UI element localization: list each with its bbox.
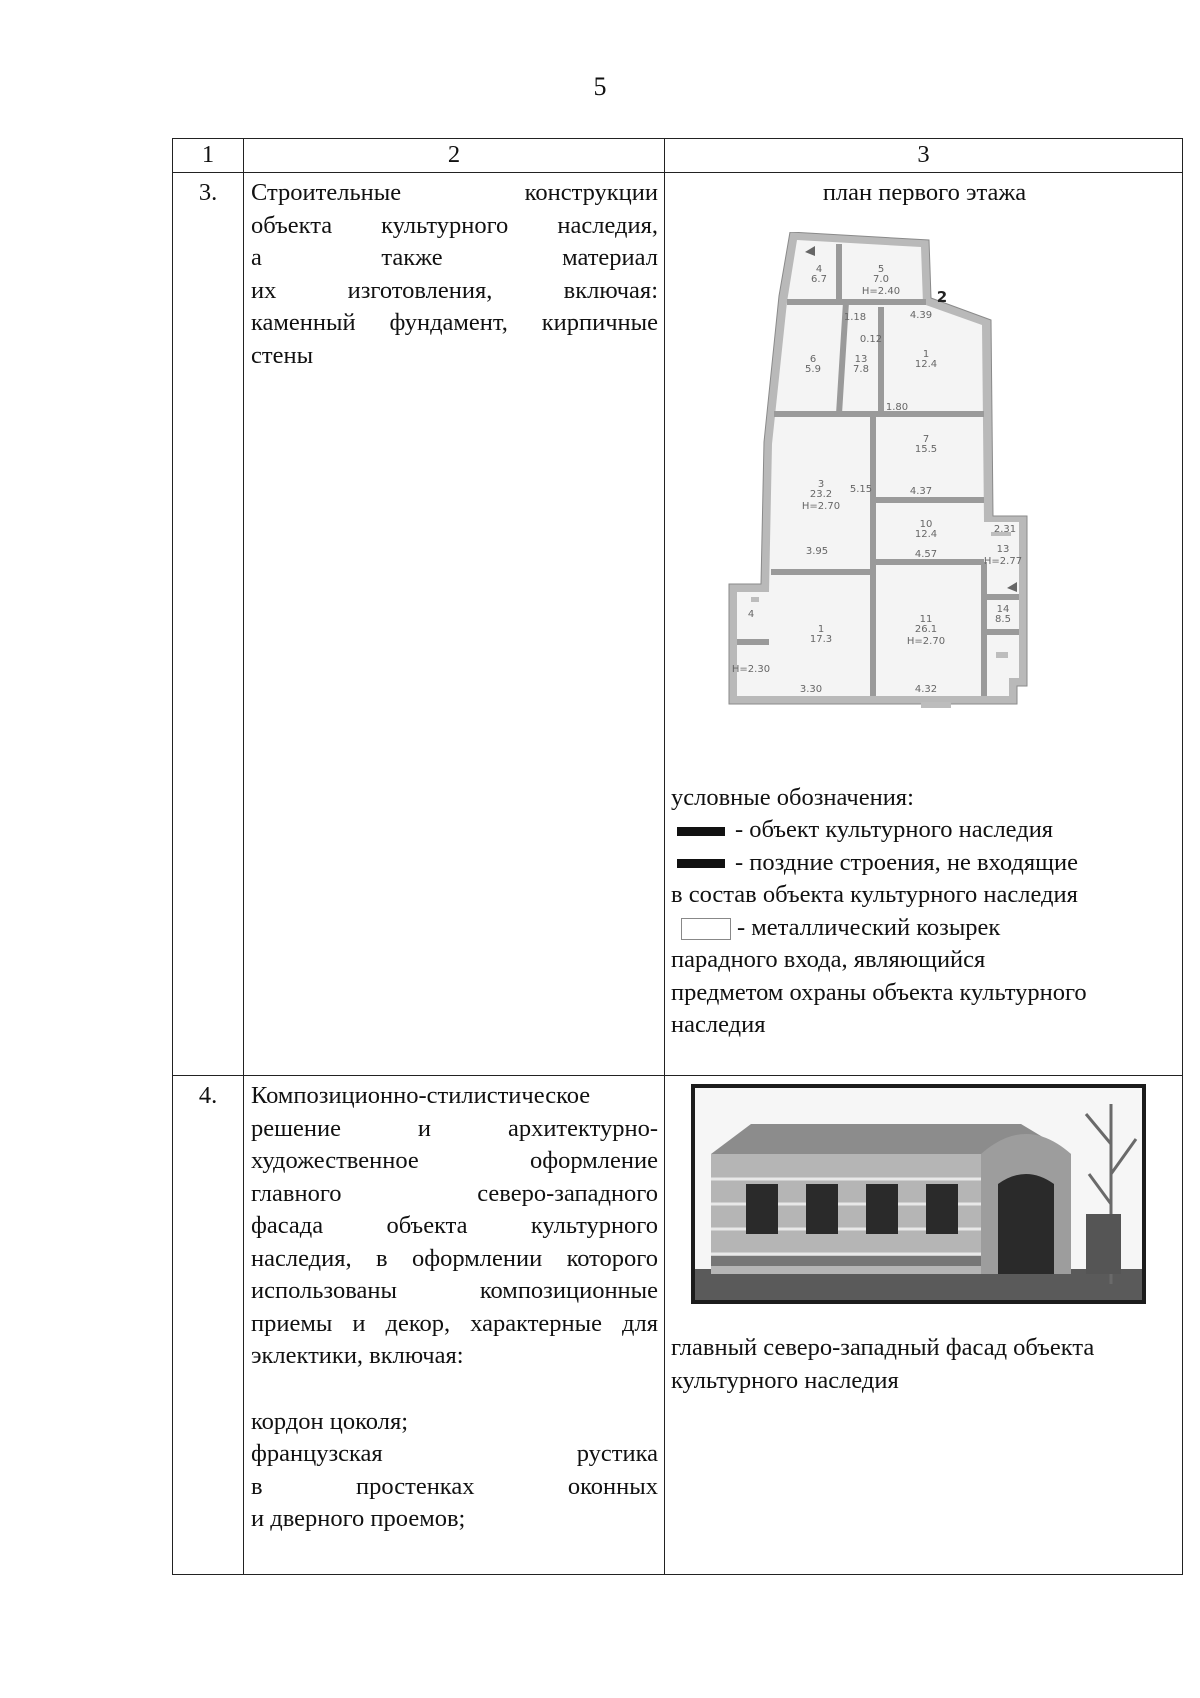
desc-line: каменный фундамент, кирпичные (251, 309, 658, 336)
row-number: 3. (198, 179, 218, 206)
svg-text:H=2.70: H=2.70 (906, 635, 946, 647)
svg-text:5: 5 (877, 263, 885, 275)
desc-line: а также материал (251, 244, 658, 271)
svg-text:2.31: 2.31 (993, 523, 1017, 535)
svg-text:1.80: 1.80 (885, 401, 909, 413)
description-cell (244, 1076, 665, 1575)
heritage-table (172, 138, 1183, 1575)
legend-item-heritage (671, 814, 1178, 847)
desc-line: кордон цоколя; (251, 1407, 409, 1435)
svg-text:3.95: 3.95 (805, 545, 829, 557)
legend-canopy-label: - металлический козырек (737, 913, 1001, 941)
desc-line: их изготовления, включая: (251, 276, 658, 304)
outline-swatch-icon (681, 918, 731, 940)
wing-number-label: 2 (936, 287, 948, 306)
description-cell (244, 173, 665, 1076)
black-swatch-icon (677, 859, 725, 868)
plan-legend (671, 782, 1178, 1042)
svg-text:4: 4 (747, 608, 755, 620)
svg-text:6.7: 6.7 (811, 273, 827, 285)
svg-text:15.5: 15.5 (914, 443, 938, 455)
svg-text:10: 10 (919, 518, 933, 530)
desc-line: использованы композиционные (251, 1277, 658, 1304)
legend-item-late-buildings (671, 847, 1178, 880)
legend-late-cont: в состав объекта культурного наследия (671, 881, 1078, 908)
legend-heritage-label: - объект культурного наследия (735, 816, 1054, 843)
svg-text:7.0: 7.0 (873, 273, 889, 285)
svg-text:H=2.77: H=2.77 (983, 555, 1023, 567)
svg-text:7.8: 7.8 (853, 363, 869, 375)
svg-text:0.12: 0.12 (859, 333, 883, 345)
svg-text:3: 3 (817, 478, 825, 490)
table-row-3 (173, 173, 1183, 1076)
header-cell-2: 2 (244, 139, 665, 173)
legend-title: условные обозначения: (671, 783, 914, 811)
desc-line: Композиционно-стилистическое (251, 1082, 591, 1109)
legend-canopy-cont: предметом охраны объекта культурного (671, 978, 1087, 1006)
svg-text:5.15: 5.15 (849, 483, 873, 495)
legend-canopy-cont: парадного входа, являющийся (671, 946, 986, 973)
table-row-4 (173, 1076, 1183, 1575)
caption-line: главный северо-западный фасад объекта (671, 1334, 1095, 1361)
svg-text:H=2.70: H=2.70 (801, 500, 841, 512)
svg-text:H=2.40: H=2.40 (861, 285, 901, 297)
row-number-cell (173, 1076, 244, 1575)
desc-line: и дверного проемов; (251, 1505, 466, 1532)
black-swatch-icon (677, 827, 725, 836)
floor-plan-cell (665, 173, 1183, 1076)
row-number: 4. (198, 1082, 218, 1109)
legend-item-canopy (671, 912, 1178, 945)
svg-text:H=2.30: H=2.30 (731, 663, 771, 675)
svg-text:5.9: 5.9 (805, 363, 821, 375)
legend-late-label: - поздние строения, не входящие (735, 848, 1078, 876)
floor-plan-image (721, 232, 1121, 762)
desc-line: в простенках оконных (251, 1472, 658, 1500)
svg-text:7: 7 (922, 433, 930, 445)
svg-text:4.32: 4.32 (914, 683, 938, 695)
header-cell-1: 1 (173, 139, 244, 173)
row-number-cell (173, 173, 244, 1076)
svg-text:6: 6 (809, 353, 817, 365)
facade-photo (691, 1084, 1146, 1304)
svg-text:14: 14 (996, 603, 1010, 615)
desc-line: объекта культурного наследия, (251, 211, 658, 239)
desc-line: эклектики, включая: (251, 1342, 464, 1369)
facade-photo-cell (665, 1076, 1183, 1575)
svg-text:12.4: 12.4 (914, 358, 938, 370)
svg-text:4: 4 (815, 263, 823, 275)
page-number: 5 (593, 72, 607, 101)
svg-text:3.30: 3.30 (799, 683, 823, 695)
desc-line: главного северо-западного (251, 1179, 658, 1207)
legend-canopy-cont: наследия (671, 1011, 766, 1038)
floor-plan-title: план первого этажа (822, 179, 1027, 206)
desc-line: стены (251, 341, 314, 369)
desc-line: решение и архитектурно- (251, 1114, 658, 1142)
header-cell-3: 3 (665, 139, 1183, 173)
svg-text:4.57: 4.57 (914, 548, 938, 560)
svg-text:23.2: 23.2 (809, 488, 833, 500)
svg-text:12.4: 12.4 (914, 528, 938, 540)
desc-line: Строительные конструкции (251, 179, 658, 206)
svg-text:4.39: 4.39 (909, 309, 933, 321)
desc-line: приемы и декор, характерные для (251, 1309, 658, 1337)
svg-text:1: 1 (817, 623, 825, 635)
svg-text:13: 13 (996, 543, 1010, 555)
svg-text:8.5: 8.5 (995, 613, 1011, 625)
svg-text:17.3: 17.3 (809, 633, 833, 645)
svg-text:1.18: 1.18 (843, 311, 867, 323)
table-header-row (173, 139, 1183, 173)
desc-line: наследия, в оформлении которого (251, 1244, 658, 1272)
svg-text:11: 11 (919, 613, 933, 625)
svg-text:4.37: 4.37 (909, 485, 933, 497)
svg-text:13: 13 (854, 353, 868, 365)
desc-line: фасада объекта культурного (251, 1212, 658, 1239)
svg-text:1: 1 (922, 348, 930, 360)
desc-line: художественное оформление (251, 1147, 658, 1174)
facade-caption (671, 1332, 1178, 1397)
caption-line: культурного наследия (671, 1366, 899, 1394)
desc-line: французская рустика (251, 1440, 658, 1467)
svg-text:26.1: 26.1 (914, 623, 938, 635)
